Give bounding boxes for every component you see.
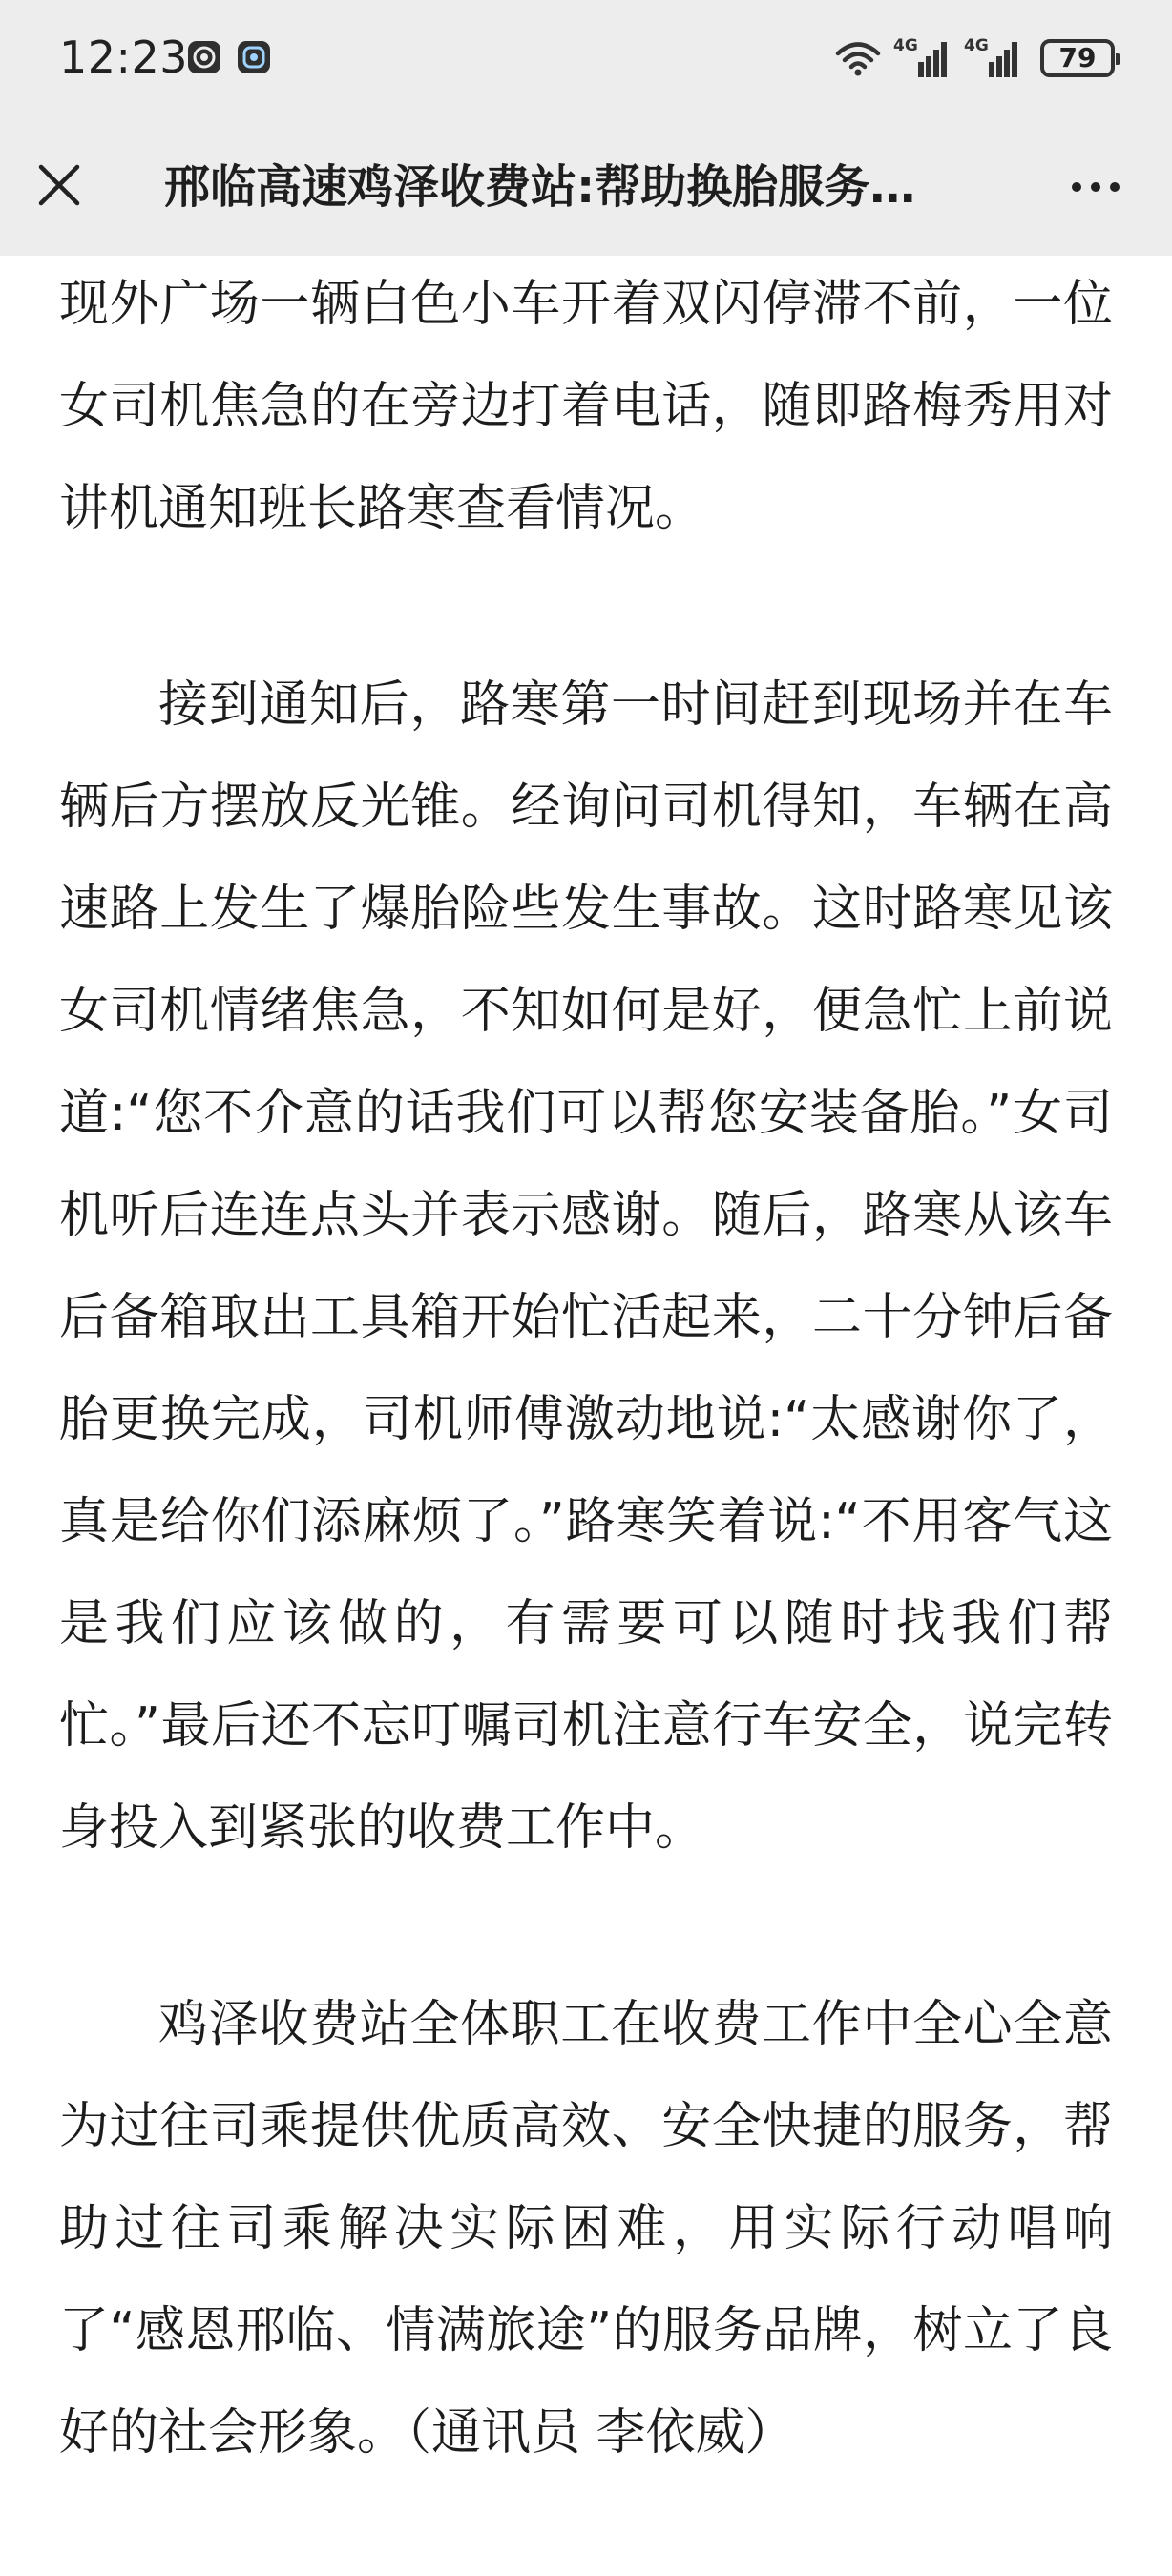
article-paragraph: 鸡泽收费站全体职工在收费工作中全心全意为过往司乘提供优质高效、安全快捷的服务，帮助过往司乘解决实际困难，用实际行动唱响了“感恩邢临、情满旅途”的服务品牌，树立了良好的社会形象。（通讯员 李依威） [59, 1996, 1113, 2462]
close-button[interactable] [29, 156, 90, 218]
battery-icon [1040, 39, 1115, 77]
status-bar [0, 0, 1172, 118]
close-icon [37, 163, 81, 211]
page-title: 邢临高速鸡泽收费站:帮助换胎服务… [164, 160, 916, 214]
article-body [59, 256, 1113, 2484]
notification-icons [187, 40, 271, 74]
app-notification-icon [187, 40, 221, 74]
network-type-label: 4G [964, 36, 989, 55]
signal-4g-icon [964, 37, 1023, 79]
signal-4g-icon [893, 37, 952, 79]
more-horizontal-icon [1110, 182, 1120, 192]
status-indicators [834, 34, 1115, 82]
article-paragraph: 现外广场一辆白色小车开着双闪停滞不前，一位女司机焦急的在旁边打着电话，随即路梅秀用对讲机通知班长路寒查看情况。 [59, 276, 1113, 537]
more-horizontal-icon [1072, 182, 1081, 192]
more-horizontal-icon [1091, 182, 1100, 192]
status-time: 12:23 [59, 31, 189, 83]
more-button[interactable] [1057, 156, 1134, 218]
network-type-label: 4G [893, 36, 918, 55]
article-paragraph: 接到通知后，路寒第一时间赶到现场并在车辆后方摆放反光锥。经询问司机得知，车辆在高速路上发生了爆胎险些发生事故。这时路寒见该女司机情绪焦急，不知如何是好，便急忙上前说道:“您不介意的话我们可以帮您安装备胎。”女司机听后连连点头并表示感谢。随后，路寒从该车后备箱取出工具箱开始忙活起来，二十分钟后备胎更换完成，司机师傅激动地说:“太感谢你了，真是给你们添麻烦了。”路寒笑着说:“不用客气这是我们应该做的，有需要可以随时找我们帮忙。”最后还不忘叮嘱司机注意行车安全，说完转身投入到紧张的收费工作中。 [59, 676, 1113, 1857]
app-notification-icon [237, 40, 271, 74]
title-bar [0, 118, 1172, 256]
battery-level: 79 [1058, 42, 1097, 73]
wifi-icon [834, 39, 882, 77]
